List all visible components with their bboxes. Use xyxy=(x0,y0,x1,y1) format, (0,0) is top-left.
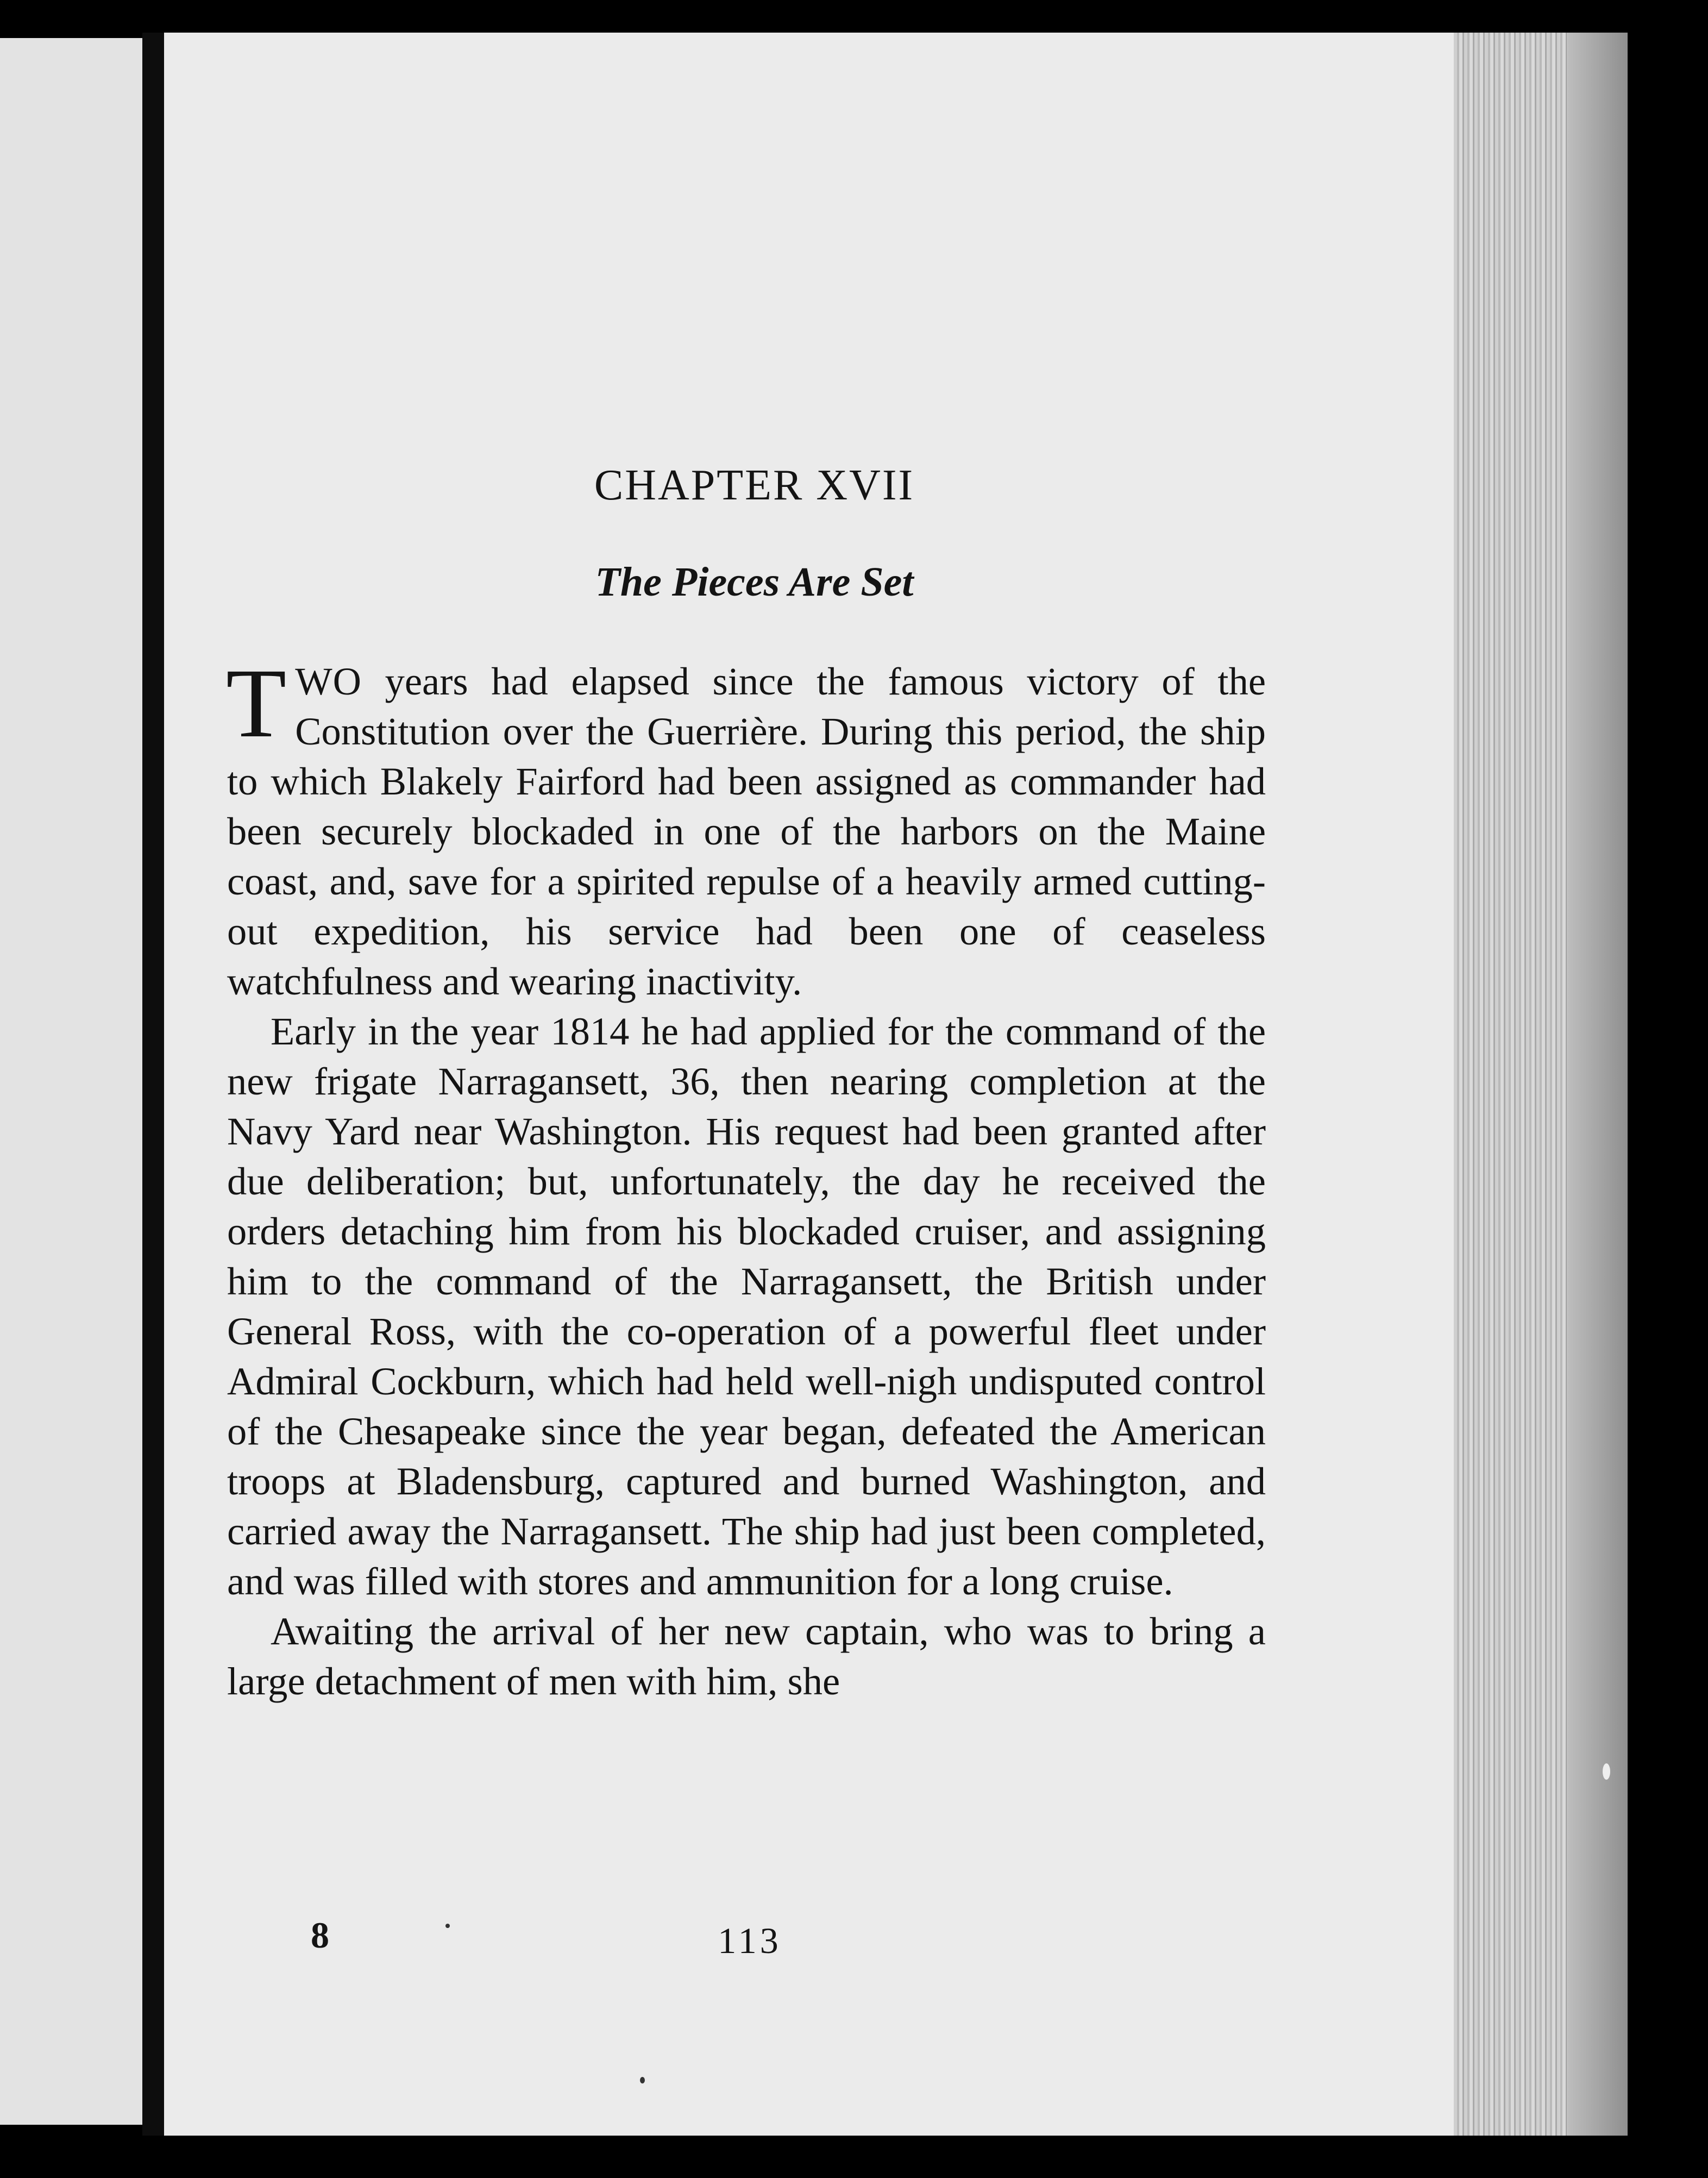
chapter-subtitle: The Pieces Are Set xyxy=(595,559,914,605)
page-stack-edge xyxy=(1454,33,1568,2136)
scan-speck xyxy=(445,1924,450,1928)
paragraph-2: Early in the year 1814 he had applied for the command of the new frigate Narragansett, 36, then nearing completion at the Navy Yard near Washington. His request had been granted after due deliberation; but, unfortunately, the day he received the orders detaching him from his blockaded cruiser, and assigning him to the command of the Narragansett, the British under General Ross, with the co-operation of a powerful fleet under Admiral Cockburn, which had held well-nigh undisputed control of the Chesapeake since the year began, defeated the American troops at Bladensburg, captured and burned Washington, and carried away the Narragansett. The ship had just been completed, and was filled with stores and ammunition for a long cruise. xyxy=(227,1009,1266,1603)
paragraph-3: Awaiting the arrival of her new captain, who was to bring a large detachment of men with him, she xyxy=(227,1609,1266,1703)
page-number: 113 xyxy=(718,1920,782,1961)
paragraph-1 xyxy=(226,649,1266,1006)
facing-page-edge xyxy=(0,38,142,2125)
page-stack-shadow xyxy=(1568,33,1628,2136)
chapter-title: CHAPTER XVII xyxy=(594,461,915,509)
first-word-rest: WO xyxy=(295,659,362,703)
book-gutter xyxy=(142,33,164,2136)
scan-speck xyxy=(1603,1763,1610,1780)
paragraph-1-text: years had elapsed since the famous victory of the Constitution over the Guerrière. During this period, the ship to which Blakely Fairford had been assigned as commander had been securely blockaded in one of the harbors on the Maine coast, and, save for a spirited repulse of a heavily armed cutting-out expedition, his service had been one of ceaseless watchfulness and wearing inactivity. xyxy=(227,659,1266,1003)
signature-mark: 8 xyxy=(311,1914,329,1956)
chapter-body xyxy=(226,649,1266,1706)
scan-speck xyxy=(640,2077,645,2083)
drop-cap: T xyxy=(226,649,287,758)
